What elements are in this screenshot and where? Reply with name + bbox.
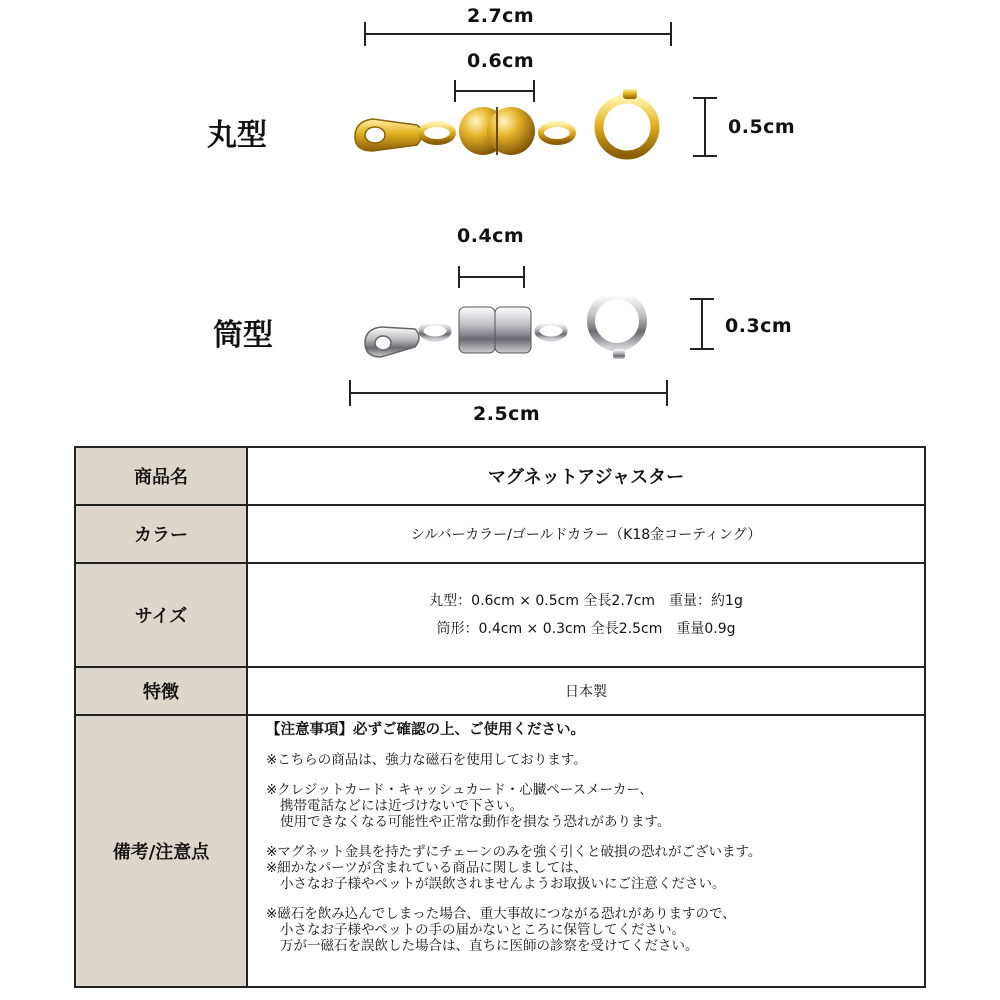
- notes-title: 【注意事項】必ずご確認の上、ご使用ください。: [266, 722, 585, 738]
- tube-link-1: [421, 323, 449, 339]
- notes-cell: [247, 715, 925, 987]
- round-height-line: [704, 97, 706, 156]
- tube-link-2: [537, 323, 565, 339]
- round-link-1: [421, 124, 453, 142]
- notes-p3-line1: ※マグネット金具を持たずにチェーンのみを強く引くと破損の恐れがございます。: [266, 844, 762, 860]
- notes-p4-line1: ※磁石を飲み込んでしまった場合、重大事故につながる恐れがありますので、: [266, 906, 736, 922]
- round-link-2: [541, 124, 573, 142]
- table-row: [75, 715, 925, 987]
- round-length-label: 2.7cm: [467, 5, 535, 27]
- size-head: サイズ: [75, 563, 247, 667]
- size-tube: 筒形：0.4cm × 0.3cm 全長2.5cm 重量0.9g: [436, 621, 736, 637]
- notes-p2-line1: ※クレジットカード・キャッシュカード・心臓ペースメーカー、: [266, 782, 653, 798]
- tube-length-tick-left: [349, 380, 351, 406]
- notes-p1: ※こちらの商品は、強力な磁石を使用しております。: [266, 752, 587, 768]
- notes-p4-line3: 万が一磁石を誤飲した場合は、直ちに医師の診察を受けてください。: [280, 938, 699, 954]
- notes-p2-line2: 携帯電話などには近づけないで下さい。: [280, 798, 523, 814]
- tube-head-label: 0.4cm: [457, 225, 525, 247]
- round-clasp-image: [345, 85, 685, 185]
- name-head: 商品名: [75, 447, 247, 505]
- notes-p4-line2: 小さなお子様やペットの手の届かないところに保管してください。: [280, 922, 685, 938]
- tube-type-label: 筒型: [213, 318, 273, 353]
- tube-height-line: [701, 298, 703, 349]
- feature-value: 日本製: [247, 667, 925, 715]
- feature-head: 特徴: [75, 667, 247, 715]
- color-value: シルバーカラー/ゴールドカラー（K18金コーティング）: [247, 505, 925, 563]
- tube-tab: [365, 327, 419, 357]
- notes-head: 備考/注意点: [75, 715, 247, 987]
- table-row: [75, 505, 925, 563]
- color-head: カラー: [75, 505, 247, 563]
- table-row: [75, 563, 925, 667]
- notes-p4: [266, 906, 924, 954]
- round-head-label: 0.6cm: [467, 50, 535, 72]
- tube-cylinder-right: [495, 307, 531, 353]
- tube-length-tick-right: [666, 380, 668, 406]
- tube-cylinder-left: [459, 307, 495, 353]
- tube-length-label: 2.5cm: [473, 403, 541, 425]
- notes-p2: [266, 782, 924, 830]
- notes-p3-line3: 小さなお子様やペットが誤飲されませんようお取扱いにご注意ください。: [280, 876, 726, 892]
- round-height-label: 0.5cm: [728, 116, 796, 138]
- tube-height-label: 0.3cm: [725, 315, 793, 337]
- name-value: マグネットアジャスター: [487, 467, 685, 488]
- round-length-tick-right: [670, 22, 672, 46]
- notes-p3: [266, 844, 924, 892]
- round-ball-right: [487, 107, 535, 155]
- size-round: 丸型：0.6cm × 0.5cm 全長2.7cm 重量：約1g: [429, 593, 743, 609]
- notes-p3-line2: ※細かなパーツが含まれている商品に関しましては、: [266, 860, 588, 876]
- tube-length-line: [350, 392, 668, 394]
- round-spring-ring: [599, 99, 655, 155]
- table-row: [75, 447, 925, 505]
- notes-block: [248, 716, 924, 954]
- product-dimension-figure: [0, 0, 1000, 440]
- spec-table: [74, 446, 926, 988]
- size-cell: [247, 563, 925, 667]
- tube-clasp-image: [355, 285, 675, 370]
- tube-spring-ring: [591, 295, 643, 347]
- notes-p2-line3: 使用できなくなる可能性や正常な動作を損なう恐れがあります。: [280, 814, 671, 830]
- round-type-label: 丸型: [207, 118, 267, 153]
- tube-head-line: [459, 276, 525, 278]
- round-length-line: [365, 33, 671, 35]
- round-length-tick-left: [364, 22, 366, 46]
- table-row: [75, 667, 925, 715]
- name-cell: [247, 447, 925, 505]
